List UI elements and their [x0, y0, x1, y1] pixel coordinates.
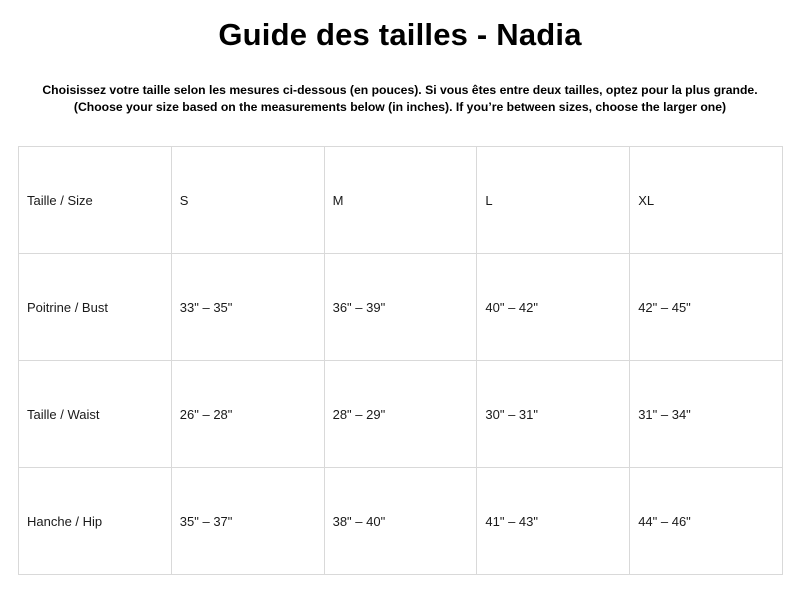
bust-l: 40" – 42"	[477, 254, 630, 361]
size-s: S	[171, 147, 324, 254]
intro-line-french: Choisissez votre taille selon les mesures ci-dessous (en pouces). Si vous êtes entre deux tailles, optez pour la plus grande.	[42, 83, 758, 97]
row-header-size: Taille / Size	[19, 147, 172, 254]
row-header-bust: Poitrine / Bust	[19, 254, 172, 361]
table-row-waist	[19, 361, 783, 468]
hip-s: 35" – 37"	[171, 468, 324, 575]
waist-xl: 31" – 34"	[630, 361, 783, 468]
hip-l: 41" – 43"	[477, 468, 630, 575]
waist-m: 28" – 29"	[324, 361, 477, 468]
size-m: M	[324, 147, 477, 254]
row-header-waist: Taille / Waist	[19, 361, 172, 468]
table-row-hip	[19, 468, 783, 575]
size-l: L	[477, 147, 630, 254]
intro-line-english: (Choose your size based on the measurements below (in inches). If you’re between sizes, choose the larger one)	[73, 100, 727, 114]
table-row-size	[19, 147, 783, 254]
waist-s: 26" – 28"	[171, 361, 324, 468]
row-header-hip: Hanche / Hip	[19, 468, 172, 575]
page-title: Guide des tailles - Nadia	[218, 17, 582, 52]
intro-text	[0, 82, 800, 116]
size-xl: XL	[630, 147, 783, 254]
hip-m: 38" – 40"	[324, 468, 477, 575]
bust-m: 36" – 39"	[324, 254, 477, 361]
bust-xl: 42" – 45"	[630, 254, 783, 361]
size-chart-table	[18, 146, 783, 575]
table-row-bust	[19, 254, 783, 361]
hip-xl: 44" – 46"	[630, 468, 783, 575]
bust-s: 33" – 35"	[171, 254, 324, 361]
waist-l: 30" – 31"	[477, 361, 630, 468]
